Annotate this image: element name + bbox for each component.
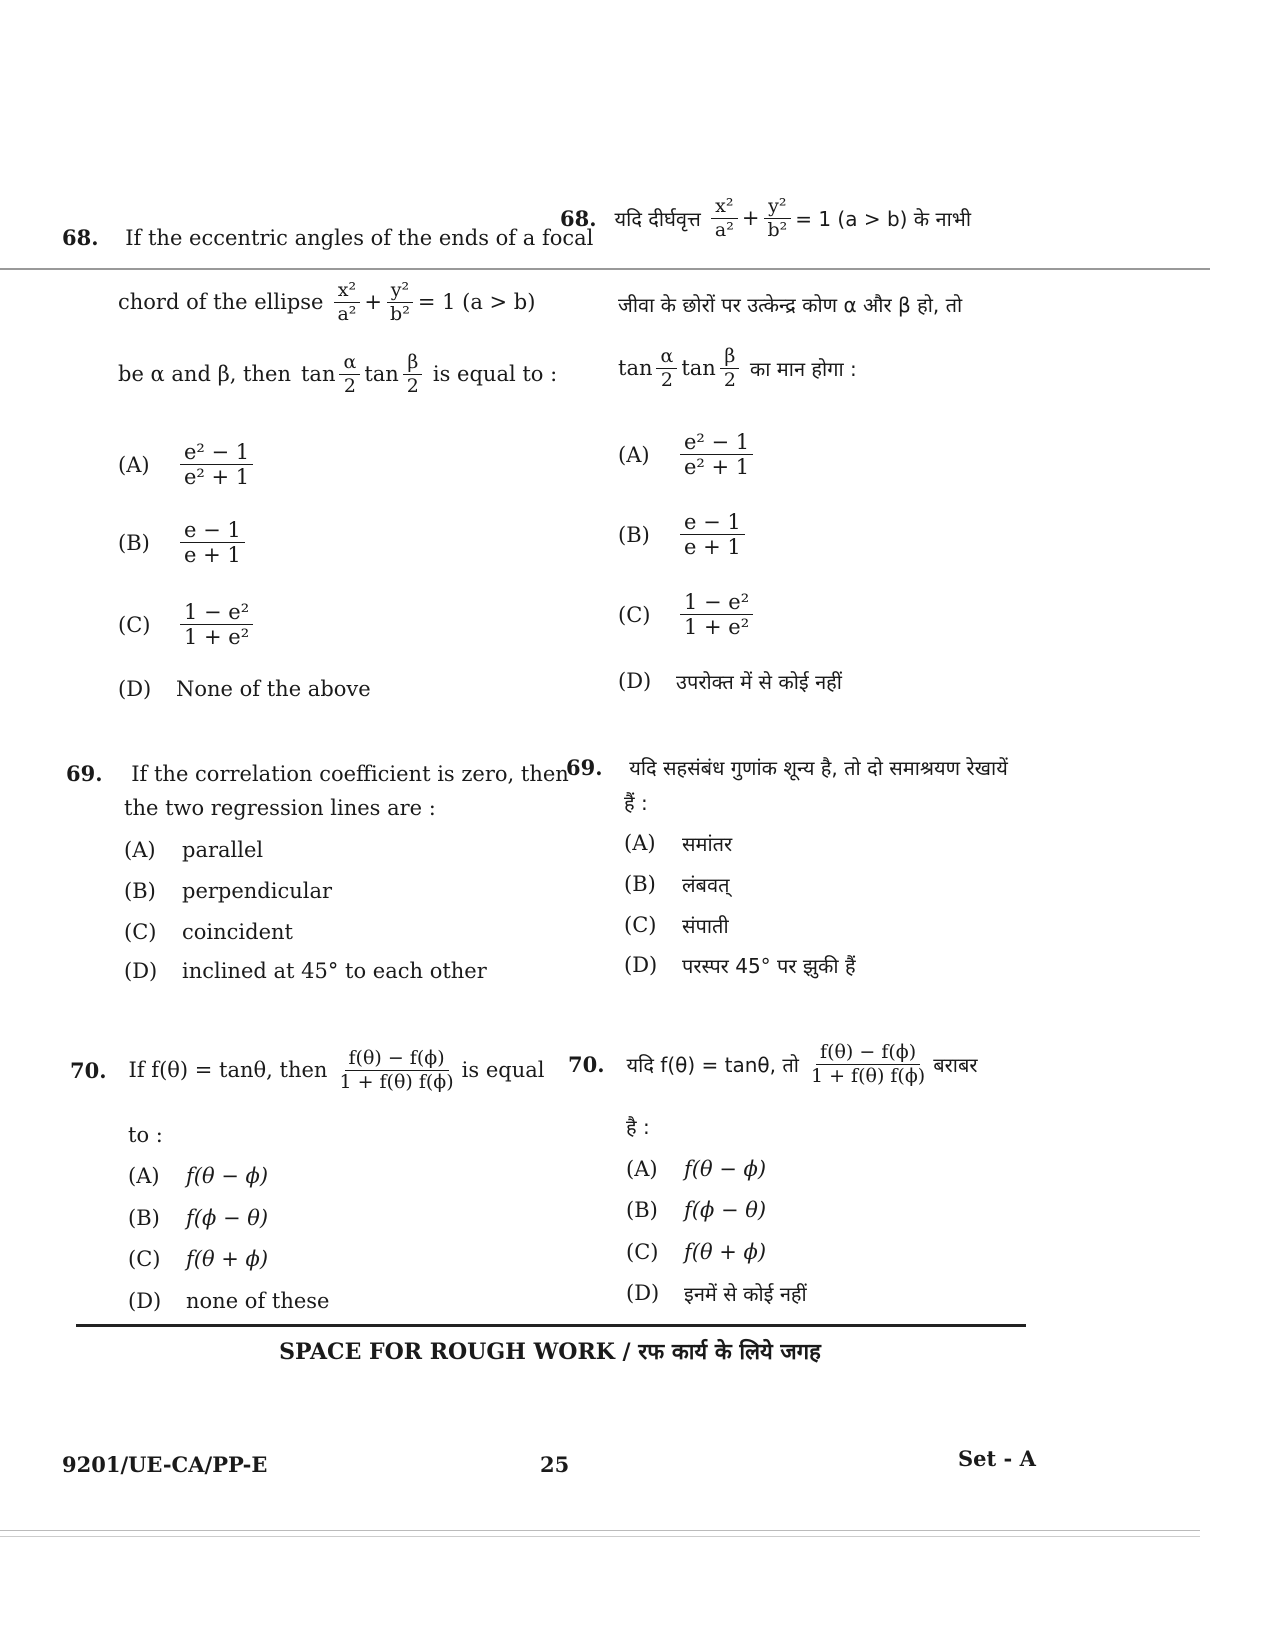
option-label: (A) (624, 831, 656, 855)
q69-en-line2: the two regression lines are : (124, 796, 436, 820)
q69-en-option-b (124, 878, 332, 905)
option-label: (D) (124, 959, 158, 983)
q68-hi-option-a (618, 430, 757, 480)
option-fraction (680, 590, 753, 640)
option-text: इनमें से कोई नहीं (684, 1281, 807, 1306)
q68-en-text1: If the eccentric angles of the ends of a focal (125, 226, 594, 250)
frac-den: b² (767, 218, 788, 241)
q68-en-text2: chord of the ellipse (118, 290, 324, 315)
q68-en-option-b (118, 518, 249, 568)
q70-hi-number: 70. (568, 1052, 605, 1078)
q69-hi-line2: हैं : (624, 791, 648, 815)
frac-den: e + 1 (184, 543, 241, 568)
option-fraction (180, 600, 253, 650)
q68-en-line2 (118, 280, 535, 326)
q70-hi-option-a (626, 1156, 766, 1183)
option-label: (A) (124, 838, 156, 862)
tan: tan (300, 362, 336, 387)
q68-hi-option-d (618, 668, 842, 695)
q68-en-text3: be α and β, then (118, 362, 291, 387)
frac-den: e² + 1 (184, 465, 250, 490)
frac-num: β (403, 352, 422, 375)
option-label: (A) (618, 442, 650, 467)
option-label: (B) (118, 530, 150, 555)
frac-den: 1 + f(θ) f(ϕ) (339, 1070, 454, 1093)
q70-en-number: 70. (70, 1058, 107, 1084)
option-label: (D) (624, 953, 658, 977)
option-label: (A) (128, 1164, 160, 1188)
tan: tan (681, 356, 716, 381)
q69-hi-line1 (566, 754, 1008, 782)
frac-num: α (656, 346, 677, 369)
frac-den: 2 (406, 374, 419, 397)
q68-hi-line2: जीवा के छोरों पर उत्केन्द्र कोण α और β हो, तो (618, 293, 963, 317)
alpha-over-2 (656, 346, 677, 392)
q68-hi-text3b: का मान होगा : (749, 356, 857, 381)
option-label: (D) (626, 1281, 660, 1305)
q70-hi-option-c (626, 1239, 766, 1266)
option-text: लंबवत् (682, 872, 730, 897)
q68-hi-option-b (618, 510, 749, 560)
q70-hi-fraction (807, 1042, 929, 1088)
q69-en-number: 69. (66, 761, 103, 786)
q70-en-line1 (70, 1048, 544, 1094)
q68-en-line1 (62, 224, 593, 252)
option-text: None of the above (176, 677, 371, 701)
q70-en-fraction (335, 1048, 457, 1094)
option-text: f(ϕ − θ) (684, 1198, 767, 1222)
q68-en-line3 (118, 352, 557, 398)
scan-edge-line (0, 1536, 1200, 1537)
tan: tan (364, 362, 399, 387)
frac-num: f(θ) − f(ϕ) (345, 1048, 449, 1071)
option-text: संपाती (682, 913, 729, 938)
beta-over-2 (403, 352, 423, 398)
q68-en-text3b: is equal to : (432, 362, 558, 387)
q68-en-x-over-a (333, 280, 360, 326)
q68-hi-ellipse-rhs: = 1 (a > b) के नाभी (795, 206, 972, 231)
q69-en-line1 (66, 760, 569, 788)
frac-num: f(θ) − f(ϕ) (816, 1042, 920, 1065)
frac-num: y² (387, 280, 413, 303)
frac-den: 1 + e² (184, 625, 250, 650)
q70-en-option-d (128, 1288, 329, 1315)
option-label: (C) (624, 913, 657, 937)
frac-den: 1 + f(θ) f(ϕ) (810, 1064, 926, 1087)
option-fraction (680, 510, 745, 560)
q70-en-pre: If f(θ) = tanθ, then (128, 1058, 328, 1083)
plus-sign: + (741, 206, 760, 231)
tan: tan (618, 356, 653, 381)
option-text: coincident (182, 920, 293, 944)
frac-den: e + 1 (684, 535, 741, 560)
option-label: (D) (618, 669, 652, 693)
option-label: (B) (626, 1198, 658, 1222)
frac-num: 1 − e² (680, 590, 753, 615)
option-text: f(θ + ϕ) (186, 1247, 269, 1271)
q69-hi-option-a (624, 830, 732, 857)
paper-code: 9201/UE-CA/PP-E (62, 1452, 268, 1477)
option-fraction (180, 440, 253, 490)
q70-hi-option-d (626, 1280, 807, 1307)
q68-hi-number: 68. (560, 206, 597, 232)
frac-num: e − 1 (680, 510, 745, 535)
option-text: f(θ + ϕ) (684, 1240, 767, 1264)
option-label: (C) (128, 1247, 161, 1271)
option-text: inclined at 45° to each other (182, 959, 487, 983)
option-label: (C) (118, 612, 151, 637)
q69-en-option-a (124, 837, 263, 864)
q68-hi-y-over-b (763, 196, 791, 242)
q68-en-option-a (118, 440, 257, 490)
frac-num: x² (334, 280, 360, 303)
option-label: (C) (626, 1240, 659, 1264)
option-text: समांतर (682, 831, 733, 856)
option-fraction (180, 518, 245, 568)
option-label: (C) (124, 920, 157, 944)
frac-den: 1 + e² (684, 615, 750, 640)
frac-den: a² (337, 302, 357, 325)
page-number: 25 (540, 1452, 570, 1477)
option-label: (B) (618, 522, 650, 547)
q69-hi-option-d (624, 952, 856, 979)
q68-hi-x-over-a (711, 196, 738, 242)
option-text: f(ϕ − θ) (186, 1206, 269, 1230)
q68-hi-option-c (618, 590, 757, 640)
frac-num: e − 1 (180, 518, 245, 543)
frac-den: e² + 1 (684, 455, 750, 480)
option-fraction (680, 430, 753, 480)
option-text: parallel (182, 838, 264, 862)
q69-hi-text1: यदि सहसंबंध गुणांक शून्य है, तो दो समाश्रयण रेखायें (629, 756, 1008, 780)
q68-en-ellipse-rhs: = 1 (a > b) (417, 290, 536, 315)
q70-en-option-a (128, 1163, 268, 1190)
q70-en-option-c (128, 1246, 268, 1273)
frac-num: β (720, 346, 739, 369)
frac-den: b² (390, 302, 410, 325)
option-label: (D) (118, 677, 152, 701)
header-rule (0, 268, 1210, 270)
option-label: (A) (118, 452, 150, 477)
option-label: (B) (624, 872, 656, 896)
q70-en-option-b (128, 1205, 268, 1232)
option-label: (C) (618, 602, 651, 627)
q68-en-option-d (118, 676, 371, 703)
frac-den: a² (714, 218, 734, 241)
rough-work-label: SPACE FOR ROUGH WORK / रफ कार्य के लिये जगह (279, 1339, 821, 1365)
q69-en-option-d (124, 958, 487, 985)
q69-en-text1: If the correlation coefficient is zero, then (131, 762, 569, 786)
frac-num: x² (711, 196, 737, 219)
q70-hi-line1 (568, 1042, 978, 1088)
option-label: (B) (128, 1206, 160, 1230)
frac-num: y² (764, 196, 790, 219)
frac-num: 1 − e² (180, 600, 253, 625)
option-text: f(θ − ϕ) (186, 1164, 269, 1188)
q70-hi-pre: यदि f(θ) = tanθ, तो (626, 1052, 799, 1077)
frac-den: 2 (660, 368, 673, 391)
q70-hi-option-b (626, 1197, 766, 1224)
q70-en-line2: to : (128, 1123, 163, 1147)
option-text: उपरोक्त में से कोई नहीं (676, 669, 842, 694)
q69-en-option-c (124, 919, 293, 946)
option-label: (B) (124, 879, 156, 903)
frac-num: e² − 1 (680, 430, 753, 455)
frac-den: 2 (723, 368, 736, 391)
q68-en-number: 68. (62, 225, 99, 250)
set-label: Set - A (958, 1446, 1036, 1471)
alpha-over-2 (339, 352, 360, 398)
option-text: परस्पर 45° पर झुकी हैं (682, 953, 856, 978)
q69-hi-option-c (624, 912, 729, 939)
q68-en-option-c (118, 600, 257, 650)
scan-edge-line (0, 1530, 1200, 1531)
option-text: none of these (186, 1289, 330, 1313)
q70-en-post: is equal (461, 1058, 545, 1083)
q70-hi-line2: है : (626, 1115, 650, 1139)
option-label: (A) (626, 1157, 658, 1181)
q68-hi-line1 (560, 196, 971, 242)
frac-den: 2 (343, 374, 356, 397)
plus-sign: + (364, 290, 383, 315)
option-text: perpendicular (182, 879, 333, 903)
frac-num: e² − 1 (180, 440, 253, 465)
q69-hi-number: 69. (566, 755, 603, 780)
option-label: (D) (128, 1289, 162, 1313)
q68-hi-line3 (618, 346, 857, 392)
frac-num: α (339, 352, 360, 375)
q68-en-y-over-b (386, 280, 414, 326)
rough-work-rule (76, 1324, 1026, 1327)
beta-over-2 (720, 346, 740, 392)
q68-hi-text1: यदि दीर्घवृत्त (614, 206, 701, 231)
q69-hi-option-b (624, 871, 730, 898)
option-text: f(θ − ϕ) (684, 1157, 767, 1181)
q70-hi-post: बराबर (933, 1052, 978, 1077)
